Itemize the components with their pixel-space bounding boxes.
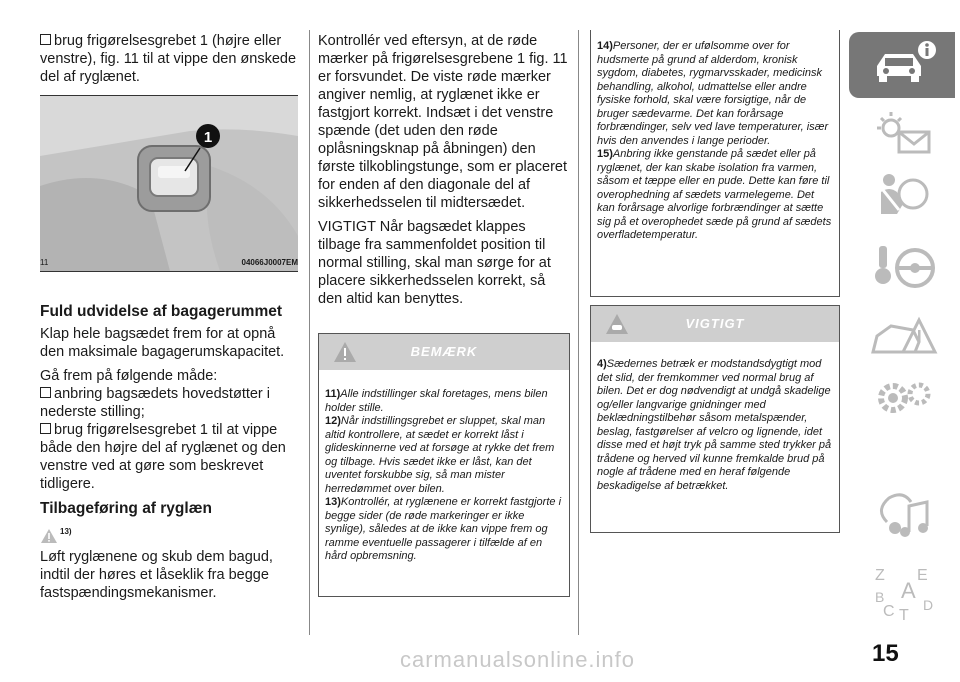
bullet-box-icon: [40, 387, 51, 398]
note-number: 13): [325, 496, 341, 508]
index-letter: E: [917, 567, 928, 584]
figure-number: 11: [40, 258, 49, 267]
note-item: [325, 388, 563, 415]
warning-notes: [319, 370, 569, 570]
index-letter: D: [923, 597, 934, 613]
column-divider: [309, 30, 310, 635]
note-ref: 13): [60, 527, 72, 536]
paragraph: VIGTIGT Når bagsædet klappes tilbage fra sammenfoldet position til normal stilling, skal man sørge for at placere sikkerhedsselen korrekt, så den altid kan benyttes.: [318, 219, 551, 307]
warning-notes-continued: [591, 30, 839, 249]
paragraph: Klap hele bagsædet frem for at opnå den maksimale bagagerumskapacitet.: [40, 326, 285, 360]
note-item: [597, 358, 833, 493]
music-icon[interactable]: [869, 492, 939, 540]
bullet-text: anbring bagsædets hovedstøtter i nederste stilling;: [40, 386, 271, 420]
bullet-box-icon: [40, 34, 51, 45]
caution-car-icon: [605, 313, 629, 335]
note-item: [325, 415, 563, 496]
note-item: [597, 148, 833, 243]
warning-title: BEMÆRK: [410, 344, 478, 359]
crash-icon[interactable]: [869, 312, 939, 360]
intro-bullet-text: brug frigørelsesgrebet 1 (højre eller venstre), fig. 11 til at vippe den ønskede del af ryglænet.: [40, 33, 297, 85]
warning-header: [319, 334, 569, 370]
figure-11: [40, 95, 298, 272]
steering-key-icon[interactable]: [869, 242, 939, 290]
note-number: 11): [325, 388, 341, 400]
heading-backrest-return: Tilbageføring af ryglæn: [40, 500, 212, 517]
alphabet-index-icon[interactable]: [869, 562, 939, 622]
heading-full-expansion: Fuld udvidelse af bagagerummet: [40, 303, 283, 320]
bullet-item: [40, 385, 300, 421]
important-title: VIGTIGT: [685, 316, 745, 331]
airbag-seatbelt-icon[interactable]: [869, 170, 939, 218]
bullet-item: [40, 421, 300, 493]
warning-lights-icon[interactable]: [869, 110, 939, 158]
note-text: Personer, der er ufølsomme over for hudsmerte på grund af alderdom, kronisk sygdom, diabetes, rygmarvsskader, medicinsk behandling, alkohol, udmattelse eller andre fysiske forhold, skal være forsigtige, når de bruger sædevarme. Det kan forårsage forbrændinger, selv ved lave temperaturer, især hvis den anvendes i lange perioder.: [597, 40, 829, 147]
note-number: 4): [597, 358, 607, 370]
callout-label: 1: [203, 129, 213, 146]
note-item: [325, 496, 563, 564]
warning-triangle-icon: [333, 341, 357, 363]
index-letter: Z: [875, 567, 885, 584]
intro-bullet: [40, 32, 300, 86]
important-box: [590, 305, 840, 533]
column-1-body: [40, 296, 300, 608]
chapter-sidebar: [849, 32, 955, 682]
note-number: 15): [597, 148, 613, 160]
index-letter: C: [883, 603, 895, 620]
warning-triangle-icon: [40, 528, 58, 544]
warning-box: [318, 333, 570, 597]
note-text: Kontrollér, at ryglænene er korrekt fastgjorte i begge sider (de røde markeringer er ikke synlige), således at de ikke kan vippe frem og ramme eventuelle passagerer i tilfælde af en hård opbremsning.: [325, 496, 562, 562]
bullet-text: brug frigørelsesgrebet 1 til at vippe både den højre del af ryglænet og den venstre ved at gøre som beskrevet tidligere.: [40, 422, 286, 492]
figure-code: 04066J0007EM: [241, 258, 298, 267]
page-number: 15: [872, 640, 899, 667]
important-notes: [591, 342, 839, 499]
car-info-icon[interactable]: [869, 40, 939, 88]
note-text: Sædernes betræk er modstandsdygtigt mod det slid, der fremkommer ved normal brug af bilen. Det er dog nødvendigt at undgå skadelige og/eller langvarige gnidninger med beklædningstilbehør såsom metalspænder, beslag, fastgørelser af velcro og lignende, idet disse med et højt tryk på samme sted trykker på trådene og herved vil kunne fremkalde brud på nogle af trådene med en heraf følgende beskadigelse af betrækket.: [597, 358, 832, 492]
note-text: Alle indstillinger skal foretages, mens bilen holder stille.: [325, 388, 548, 414]
paragraph: Løft ryglænene og skub dem bagud, indtil der høres et låseklik fra begge fastspændingsmekanismer.: [40, 549, 273, 601]
bullet-box-icon: [40, 423, 51, 434]
column-1: [40, 32, 300, 92]
note-item: [597, 40, 833, 148]
note-number: 12): [325, 415, 341, 427]
note-text: Anbring ikke genstande på sædet eller på ryglænet, der kan skabe isolation fra varmen, såsom et tæppe eller en pude. Dette kan føre til overophedning af sædets varmelegeme. Det kan forårsage alvorlige forbrændinger at sætte sig på et overophedet sæde på grund af sædets overfladetemperatur.: [597, 148, 832, 241]
ref-row: [40, 522, 300, 544]
index-letter: B: [875, 589, 885, 605]
note-text: Når indstillingsgrebet er sluppet, skal man altid kontrollere, at sædet er korrekt låst i glideskinnerne ved at forsøge at rykke det frem og tilbage. Hvis sædet ikke er låst, kan det uventet forskubbe sig, så man mister herredømmet over bilen.: [325, 415, 555, 495]
index-letter: A: [901, 578, 916, 603]
important-header: [591, 306, 839, 342]
seat-lever-illustration: [40, 96, 298, 271]
paragraph: Gå frem på følgende måde:: [40, 368, 218, 384]
note-number: 14): [597, 40, 613, 52]
paragraph: Kontrollér ved eftersyn, at de røde mærker på frigørelsesgrebene 1 fig. 11 er forsvundet. De viste røde mærker angiver nemlig, at ryglænet ikke er fastgjort korrekt. Indsæt i det venstre spænde (det uden den røde oplåsningsknap på åbningen) den første tilkoblingstunge, som er placeret for enden af den diagonale del af sikkerhedsselen til midtersædet.: [318, 33, 568, 211]
index-letter: T: [899, 607, 909, 622]
figure-caption: [40, 258, 298, 267]
warning-continued-box: [590, 30, 840, 297]
column-divider: [578, 30, 579, 635]
column-2: [318, 32, 570, 314]
gears-icon[interactable]: [869, 374, 939, 422]
watermark: carmanualsonline.info: [400, 647, 636, 672]
